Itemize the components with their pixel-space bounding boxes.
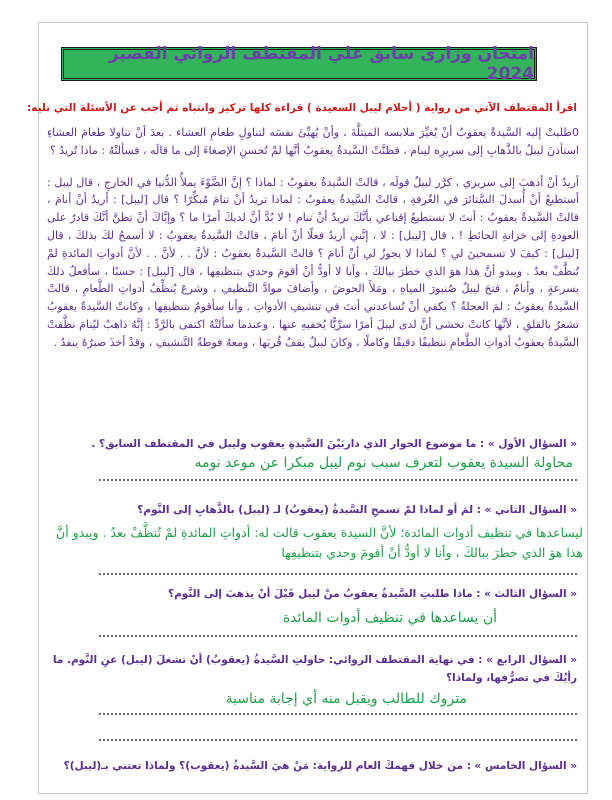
exam-page (27, 22, 588, 794)
answer-4: متروك للطالب ويقبل منه أي إجابة مناسبة (225, 691, 467, 707)
question-4: « السؤال الرابع » : في نهاية المقتطف الروائي: حاولتِ السَّيدةُ (يعقوبُ) أنْ تشغلَ (ليبل) عنِ النَّوم. ما رأيُكَ في تصرُّفها، ولماذا؟ (52, 654, 577, 684)
answer-line (99, 635, 577, 637)
answer-line (99, 573, 577, 575)
answer-2: ليساعدها في تنظيف أدوات المائدة؛ لأنَّ السيدة يعقوب قالت له: أدواتِ المائدةِ لمْ تُنظَّفْ بعدُ . ويبدو أنَّ هذا هوَ الذي خطرَ ببالكَ ، وأنا لا أودُّ أنْ أقومَ وحدي بتنظيفِها (56, 525, 583, 560)
page-title: امتحان وزارى سابق علي المقتطف الروائي القصير 2024 (108, 44, 534, 84)
passage-paragraph: أريدُ أنْ أذهبَ إلى سريري ، كرَّر ليبلُ قولَه ، قالتْ السَّيدةُ يعقوبُ : لماذا ؟ إنَّ الضَّوْءَ يملأُ الدُّنيا في الخارجِ ، قال ليبل : أستطيعُ أنْ أُسدلَ السَّتائرَ في الغُرفةِ ، قالتْ السَّيدةُ يعقوبُ : لماذا تريدُ أنْ تنامَ مُبكِّرًا ؟ قال [ليبل] : أريدُ أنْ أنامَ ، قالتْ السَّيدةُ يعقوبُ : أنتَ لا تستطيعُ إقناعي بأنَّكَ تريدُ أنْ تنام ! لا بُدَّ أنَّ لديكَ أمرًا ما ؟ وإيَّاكَ أنْ تظنَّ أنَّكَ قادرٌ على العودةِ إلى خزانةِ الحائطِ ! ، قال [ليبل] : لا ، إنَّني أريدُ فعلًا أنْ أنامَ ، قالتْ السَّيدةُ يعقوبُ : لا أسمحُ لكَ بذلكَ ، قال [ليبل] : كيفَ لا تسمحينَ لي ؟ لماذا لا يجوزُ لي أنْ أنامَ ؟ قالتْ السَّيدةُ يعقوبُ : لأنَّ . . لأنَّ . . لأنَّ أدواتِ المائدةِ لمْ تُنظَّفْ بعدُ . ويبدو أنَّ هذا هوَ الذي خطرَ ببالكَ ، وأنا لا أودُّ أنْ أقومَ وحدي بتنظيفِها ، قال [ليبل] : حسنًا ، سأفعلُ ذلكَ بسرعةٍ ، وأنامُ ، فتحَ ليبلُ صُنبورَ المياهِ ، ومَلأَ الحوضَ ، وأضافَ موادَّ التَّنظيفِ ، وشرعَ يُنظِّفُ أدواتِ الطَّعامِ ، قالتْ السَّيدةُ يعقوبُ : لمَ العجلةُ ؟ يكفي أنْ تُساعدني أنتَ في تنشيفِ الأدواتِ . وأنا سأقومُ بتنظيفِها ، وكانتْ السَّيدةُ يعقوبُ تشعرُ بالقلقِ ، لأنَّها كانتْ تخشى أنَّ لدى ليبلَ أمرًا سرِّيًّا يُخفيهِ عنها . وعندما سألتْهُ اكتفى بالرَّدِّ : إنَّهُ ذاهبٌ ليُنامَ نظَّفتْ السَّيدةُ يعقوبُ أدواتِ الطَّعامِ تنظيفًا دقيقًا وكاملًا ، وكانَ ليبلُ يقفُ قُربَها ، ومعهُ فوطةُ التَّنشيفِ ، وقدْ أخذَ صبرُهُ ينفدُ . (47, 175, 579, 349)
passage (47, 124, 579, 366)
question-2: « السؤال الثاني » : لمَ أو لماذا لمْ تسمحِ السَّيدةُ (يعقوبُ) لـ (ليبل) بالذَّهابِ إلى النَّوم؟ (137, 504, 577, 516)
answer-line (99, 739, 577, 741)
answer-line (99, 713, 577, 715)
answer-1: محاولة السيدة يعقوب لتعرف سبب نوم ليبل مبكرا عن موعد نومه (194, 455, 573, 471)
reading-instruction: اقرأ المقتطف الآتي من رواية ( أحلام ليبل السعيدة ) قراءة كلها تركيز وانتباه ثم أجب عن الأسئلة التي تليه: (27, 102, 577, 114)
question-3: « السؤال الثالث » : ماذا طلبتِ السَّيدةُ يعقوبُ منْ ليبل قَبْلَ أنْ يذهبَ إلى النَّوم؟ (168, 588, 577, 600)
question-5: « السؤال الخامس » : من خلال فهمكَ العام للرواية: مَنْ هيَ السَّيدةُ (يعقوب)؟ ولماذا تعتني بـ(ليبل)؟ (63, 760, 577, 772)
answer-3: أن يساعدها في تنظيف أدوات المائدة (282, 610, 497, 626)
answer-line (99, 479, 577, 481)
title-banner (61, 44, 537, 84)
question-1: « السؤال الأول » : ما موضوع الحوار الذي داربَيْنَ السَّيدةِ يعقوب وليبل في المقتطف السابق؟ . (91, 438, 577, 450)
passage-paragraph: 0طلبتْ إليه السَّيدةُ يعقوبُ أنْ يُغيِّرَ ملابسه المبتلَّةَ ، وأنْ يُهيِّئَ نفسَه لتناولِ طعامِ العشاء . بعدَ أنْ تناولا طعامَ العشاءِ استأذنَ ليبلُ بالذَّهابِ إلى سريرِه لينام ، فظنَّتْ السَّيدةُ يعقوبُ أنَّها لمْ تُحسنِ الإصغاءَ إلى ما قالَه ، فسألتْهُ : ماذا تُريدُ ؟ (47, 126, 579, 157)
